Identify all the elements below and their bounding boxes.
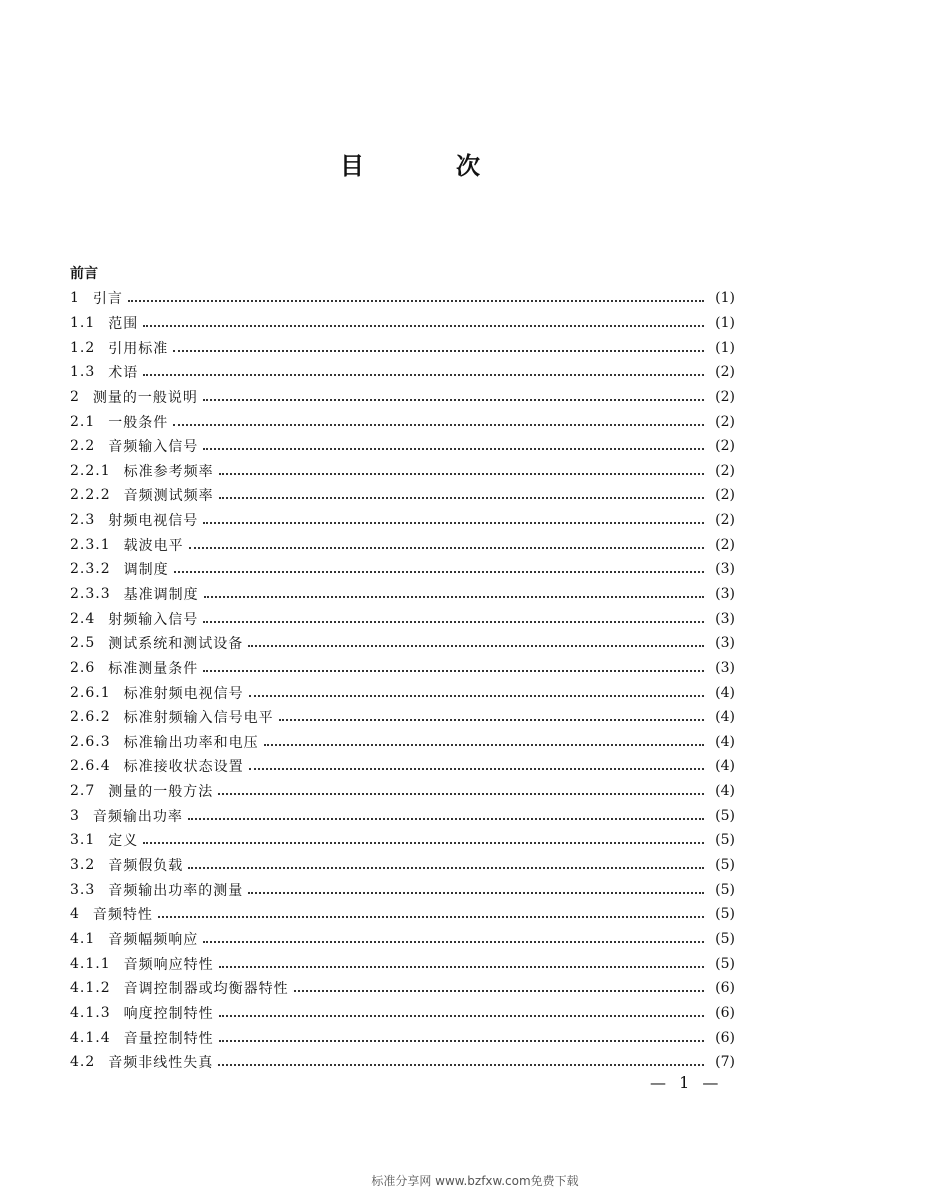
toc-entry (70, 582, 735, 607)
toc-dot-leader (219, 966, 704, 968)
toc-entry (70, 311, 735, 336)
toc-dot-leader (249, 768, 704, 770)
toc-dot-leader (188, 867, 704, 869)
toc-entry-title: 标准射频电视信号 (123, 685, 244, 702)
toc-entry-page: (5) (715, 930, 735, 947)
toc-dot-leader (248, 645, 704, 647)
toc-entry (70, 1050, 735, 1075)
toc-entry (70, 877, 735, 902)
toc-entry (70, 335, 735, 360)
toc-entry-page: (1) (715, 314, 735, 331)
toc-entry-page: (6) (715, 1004, 735, 1021)
toc-entry-number: 2.4 (70, 610, 96, 627)
toc-entry-page: (2) (715, 536, 735, 553)
toc-dot-leader (158, 916, 704, 918)
toc-entry (70, 754, 735, 779)
toc-entry-page: (3) (715, 659, 735, 676)
toc-entry (70, 803, 735, 828)
page-title (340, 150, 480, 182)
title-char-1: 目 (340, 152, 364, 180)
toc-entry (70, 483, 735, 508)
toc-dot-leader (203, 670, 704, 672)
toc-entry-page: (2) (715, 388, 735, 405)
toc-entry-page: (2) (715, 413, 735, 430)
toc-entry (70, 286, 735, 311)
toc-entry-title: 标准测量条件 (108, 660, 199, 677)
toc-entry-title: 标准射频输入信号电平 (123, 710, 274, 727)
toc-entry-title: 音频假负载 (108, 858, 184, 875)
toc-entry-title: 音频输出功率 (92, 808, 183, 825)
toc-dot-leader (219, 1015, 704, 1017)
toc-dot-leader (143, 325, 704, 327)
toc-entry-title: 标准参考频率 (123, 463, 214, 480)
toc-dot-leader (219, 497, 704, 499)
toc-entry-title: 射频输入信号 (108, 611, 199, 628)
toc-dot-leader (203, 621, 704, 623)
toc-entry-page: (6) (715, 980, 735, 997)
toc-dot-leader (143, 842, 704, 844)
toc-entry-page: (1) (715, 290, 735, 307)
toc-entry-title: 基准调制度 (123, 587, 199, 603)
toc-entry-title: 测量的一般说明 (92, 389, 198, 406)
toc-entry-page: (5) (715, 857, 735, 874)
toc-dot-leader (188, 818, 704, 820)
toc-dot-leader (248, 892, 704, 894)
toc-entry-page: (5) (715, 906, 735, 923)
toc-entry (70, 1001, 735, 1026)
toc-entry-number: 2.7 (70, 783, 96, 800)
toc-entry (70, 557, 735, 582)
toc-entry-title: 音频测试频率 (123, 488, 214, 505)
toc-entry-number: 2.6 (70, 659, 96, 676)
toc-entry-title: 音量控制特性 (123, 1030, 214, 1047)
toc-entry (70, 828, 735, 853)
toc-entry-number: 4.1.4 (70, 1029, 111, 1046)
toc-entry-page: (2) (715, 512, 735, 529)
toc-entry-number: 1.2 (70, 339, 96, 356)
toc-entry (70, 902, 735, 927)
toc-dot-leader (219, 473, 704, 475)
toc-entry-title: 引用标准 (108, 340, 169, 357)
toc-entry-page: (1) (715, 339, 735, 356)
toc-entry-page: (2) (715, 364, 735, 381)
toc-dot-leader (294, 990, 704, 992)
toc-entry-title: 载波电平 (123, 537, 184, 554)
toc-entry (70, 853, 735, 878)
toc-entry-page: (2) (715, 462, 735, 479)
toc-entry (70, 705, 735, 730)
toc-entry-number: 2.6.2 (70, 709, 111, 726)
toc-entry-number: 1 (70, 290, 80, 307)
toc-entry-number: 3.2 (70, 857, 96, 874)
toc-dot-leader (203, 399, 704, 401)
toc-entry-title: 术语 (108, 365, 139, 382)
toc-entry (70, 508, 735, 533)
toc-entry-page: (5) (715, 832, 735, 849)
toc-entry-number: 1.1 (70, 314, 96, 331)
toc-entry-number: 2.2.1 (70, 462, 111, 479)
toc-entry-title: 引言 (92, 291, 123, 308)
toc-entry-number: 2 (70, 388, 80, 405)
toc-dot-leader (264, 744, 704, 746)
toc-entry-title: 响度控制特性 (123, 1005, 214, 1022)
toc-entry (70, 656, 735, 681)
toc-dot-leader (218, 1064, 704, 1066)
toc-entry-title: 测试系统和测试设备 (108, 636, 244, 653)
toc-dot-leader (189, 547, 704, 549)
toc-preface: 前言 (70, 266, 98, 282)
toc-entry (70, 976, 735, 1001)
toc-entry-title: 调制度 (123, 562, 169, 579)
toc-entry-title: 音频输入信号 (108, 439, 199, 456)
toc-dot-leader (143, 374, 704, 376)
toc-dot-leader (203, 522, 704, 524)
toc-dot-leader (203, 941, 704, 943)
toc-entry-title: 射频电视信号 (108, 513, 199, 530)
toc-entry-number: 4.2 (70, 1054, 96, 1071)
toc-entry-title: 标准接收状态设置 (123, 759, 244, 776)
toc-dot-leader (279, 719, 704, 721)
toc-dot-leader (218, 793, 704, 795)
toc-entry-number: 2.6.4 (70, 758, 111, 775)
toc-dot-leader (203, 448, 704, 450)
toc-list (70, 286, 735, 1075)
toc-entry-title: 定义 (108, 833, 139, 850)
footer-watermark: 标准分享网 www.bzfxw.com免费下载 (371, 1174, 579, 1188)
toc-entry (70, 458, 735, 483)
toc-entry-page: (5) (715, 881, 735, 898)
toc-entry-number: 2.5 (70, 635, 96, 652)
toc-entry (70, 730, 735, 755)
table-of-contents (70, 262, 735, 1075)
toc-entry (70, 606, 735, 631)
toc-entry-title: 音频响应特性 (123, 956, 214, 973)
toc-entry-page: (3) (715, 635, 735, 652)
toc-entry-title: 音调控制器或均衡器特性 (123, 981, 289, 998)
toc-entry-number: 3.1 (70, 832, 96, 849)
toc-entry-number: 3 (70, 807, 80, 824)
toc-entry-title: 音频输出功率的测量 (108, 882, 244, 899)
toc-entry-number: 2.2.2 (70, 487, 111, 504)
toc-entry (70, 779, 735, 804)
toc-entry-number: 2.2 (70, 438, 96, 455)
toc-entry-page: (4) (715, 733, 735, 750)
toc-entry-page: (5) (715, 955, 735, 972)
toc-entry (70, 409, 735, 434)
toc-entry-page: (4) (715, 758, 735, 775)
toc-dot-leader (128, 300, 704, 302)
toc-entry-number: 4.1 (70, 930, 96, 947)
page-number: — 1 — (650, 1073, 723, 1092)
title-char-2: 次 (456, 152, 480, 180)
toc-entry-title: 音频幅频响应 (108, 931, 199, 948)
toc-entry-title: 测量的一般方法 (108, 784, 214, 801)
toc-entry-number: 4.1.3 (70, 1004, 111, 1021)
toc-entry-page: (5) (715, 807, 735, 824)
toc-entry (70, 631, 735, 656)
toc-entry-number: 2.6.3 (70, 733, 111, 750)
toc-entry (70, 360, 735, 385)
toc-dot-leader (173, 424, 704, 426)
toc-entry-number: 2.3.1 (70, 536, 111, 553)
toc-entry-number: 1.3 (70, 364, 96, 381)
toc-entry-number: 2.3.2 (70, 561, 111, 578)
toc-entry-number: 2.6.1 (70, 684, 111, 701)
toc-entry (70, 951, 735, 976)
toc-entry-page: (3) (715, 561, 735, 578)
toc-entry-page: (4) (715, 709, 735, 726)
toc-entry-number: 4.1.1 (70, 955, 111, 972)
toc-entry (70, 1025, 735, 1050)
toc-entry-page: (4) (715, 684, 735, 701)
toc-dot-leader (249, 695, 704, 697)
toc-entry-page: (3) (715, 610, 735, 627)
toc-entry-title: 标准输出功率和电压 (123, 734, 259, 751)
toc-entry-page: (3) (715, 586, 735, 602)
toc-entry-number: 2.3 (70, 512, 96, 529)
toc-dot-leader (219, 1040, 704, 1042)
toc-entry-page: (6) (715, 1029, 735, 1046)
toc-entry-number: 3.3 (70, 881, 96, 898)
toc-entry-title: 音频特性 (92, 907, 153, 924)
toc-entry-title: 一般条件 (108, 414, 169, 431)
toc-entry (70, 680, 735, 705)
toc-entry-title: 范围 (108, 315, 139, 332)
toc-entry-number: 4.1.2 (70, 980, 111, 997)
toc-entry (70, 385, 735, 410)
toc-entry (70, 434, 735, 459)
toc-entry-page: (2) (715, 438, 735, 455)
toc-entry-number: 2.1 (70, 413, 96, 430)
toc-entry (70, 532, 735, 557)
toc-entry-page: (2) (715, 487, 735, 504)
toc-dot-leader (174, 571, 704, 573)
toc-entry-number: 4 (70, 906, 80, 923)
toc-dot-leader (204, 596, 704, 598)
toc-entry-number: 2.3.3 (70, 586, 111, 602)
toc-entry (70, 927, 735, 952)
toc-entry-title: 音频非线性失真 (108, 1055, 214, 1072)
toc-entry-page: (4) (715, 783, 735, 800)
toc-dot-leader (173, 350, 704, 352)
toc-entry-page: (7) (715, 1054, 735, 1071)
